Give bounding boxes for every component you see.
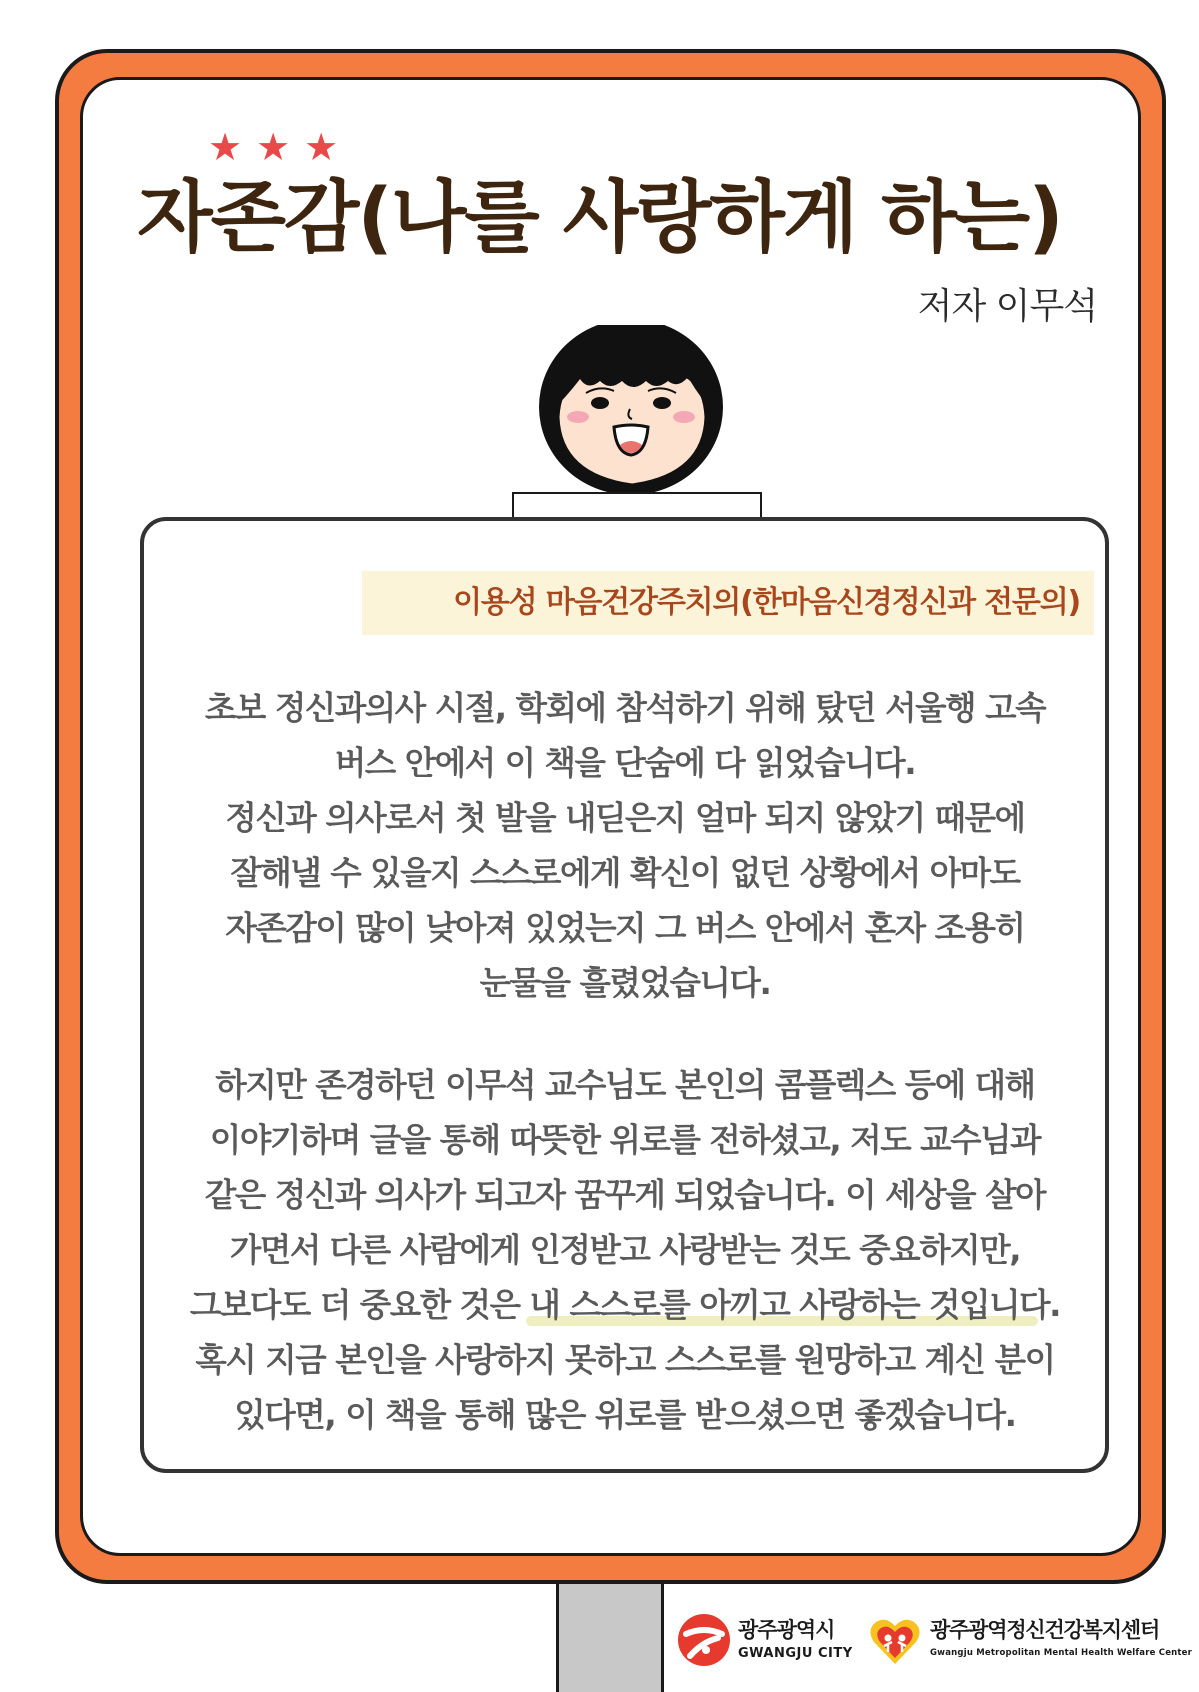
star-icon: ★ — [304, 125, 339, 169]
gwangju-city-logo — [738, 1614, 853, 1661]
star-icon: ★ — [256, 125, 291, 169]
city-name-en: GWANGJU CITY — [738, 1646, 853, 1661]
text-line: 초보 정신과의사 시절, 학회에 참석하기 위해 탔던 서울행 고속 — [204, 689, 1046, 727]
text-line: 정신과 의사로서 첫 발을 내딛은지 얼마 되지 않았기 때문에 — [225, 799, 1025, 837]
text-line: 있다면, 이 책을 통해 많은 위로를 받으셨으면 좋겠습니다. — [234, 1396, 1016, 1434]
character-illustration — [528, 325, 738, 515]
center-name-ko: 광주광역정신건강복지센터 — [930, 1618, 1160, 1642]
text-line: 혹시 지금 본인을 사랑하지 못하고 스스로를 원망하고 계신 분이 — [195, 1341, 1055, 1379]
text-line: 버스 안에서 이 책을 단숨에 다 읽었습니다. — [334, 744, 916, 782]
text-line: 자존감이 많이 낮아져 있었는지 그 버스 안에서 혼자 조용히 — [225, 909, 1025, 947]
text-line: 하지만 존경하던 이무석 교수님도 본인의 콤플렉스 등에 대해 — [215, 1066, 1035, 1104]
mental-health-center-logo — [930, 1614, 1192, 1658]
mental-health-center-logo-icon — [866, 1612, 924, 1670]
review-paragraph-1 — [150, 681, 1100, 1011]
text-line: 이야기하며 글을 통해 따뜻한 위로를 전하셨고, 저도 교수님과 — [209, 1121, 1041, 1159]
text-line: 가면서 다른 사람에게 인정받고 사랑받는 것도 중요하지만, — [229, 1231, 1021, 1269]
review-paragraph-2 — [150, 1058, 1100, 1443]
center-name-en: Gwangju Metropolitan Mental Health Welfare Center — [930, 1648, 1193, 1658]
gwangju-city-logo-icon — [676, 1612, 732, 1668]
book-title: 자존감(나를 사랑하게 하는) — [137, 173, 1062, 263]
book-author: 저자 이무석 — [917, 286, 1097, 327]
star-icon: ★ — [208, 125, 243, 169]
city-name-ko: 광주광역시 — [738, 1618, 835, 1642]
reviewer-name: 이용성 마음건강주치의(한마음신경정신과 전문의) — [453, 585, 1080, 620]
rating-stars — [208, 125, 339, 169]
laptop-screen — [512, 492, 762, 518]
text-line: 눈물을 흘렸었습니다. — [479, 964, 771, 1002]
text-line: 그보다도 더 중요한 것은 내 스스로를 아끼고 사랑하는 것입니다. — [189, 1286, 1061, 1324]
text-line: 같은 정신과 의사가 되고자 꿈꾸게 되었습니다. 이 세상을 살아 — [204, 1176, 1046, 1214]
text-line: 잘해낼 수 있을지 스스로에게 확신이 없던 상황에서 아마도 — [230, 854, 1020, 892]
sign-pole — [556, 1570, 664, 1692]
